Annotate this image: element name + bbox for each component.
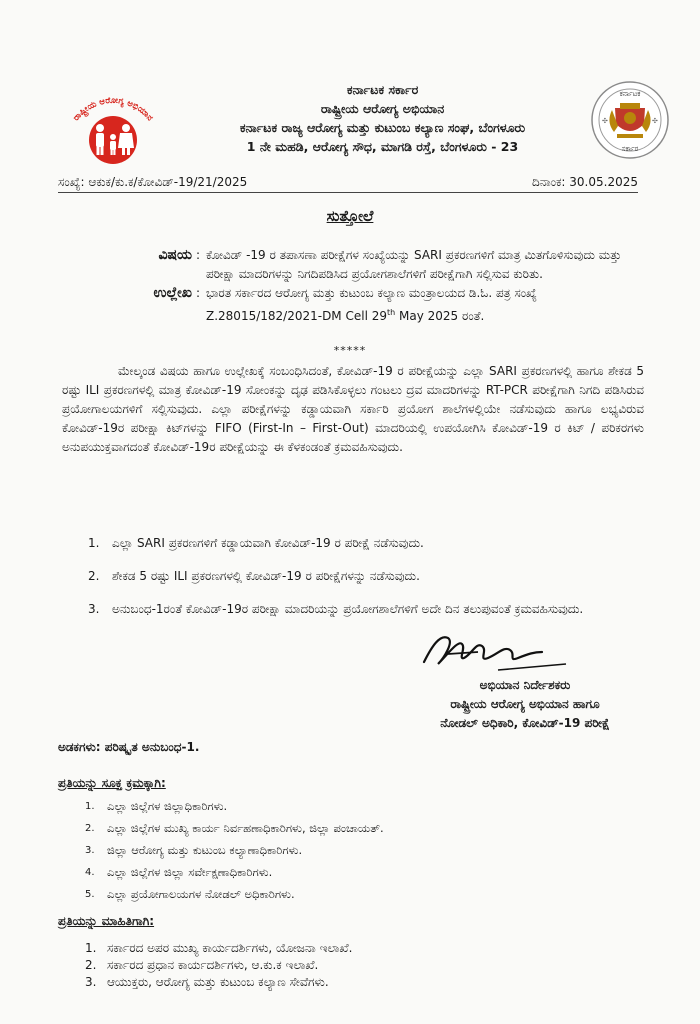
list-item: 2. ಶೇಕಡ 5 ರಷ್ಟು ILI ಪ್ರಕರಣಗಳಲ್ಲಿ ಕೋವಿಡ್-19 ರ ಪರೀಕ್ಷೆಗಳನ್ನು ನಡೆಸುವುದು. bbox=[88, 569, 420, 583]
header-line-mission: ರಾಷ್ಟ್ರೀಯ ಆರೋಗ್ಯ ಅಭಿಯಾನ bbox=[320, 101, 445, 116]
reference-text: ಭಾರತ ಸರ್ಕಾರದ ಆರೋಗ್ಯ ಮತ್ತು ಕುಟುಂಬ ಕಲ್ಯಾಣ ಮಂತ್ರಾಲಯದ ಡಿ.ಓ. ಪತ್ರ ಸಂಖ್ಯೆ Z.28015/182/2021-DM Cell 29th May 2025 ರಂತೆ. bbox=[206, 286, 537, 323]
list-item: 4. ಎಲ್ಲಾ ಜಿಲ್ಲೆಗಳ ಜಿಲ್ಲಾ ಸರ್ವೇಕ್ಷಣಾಧಿಕಾರಿಗಳು. bbox=[85, 865, 273, 879]
copy-info-title: ಪ್ರತಿಯನ್ನು ಮಾಹಿತಿಗಾಗಿ: bbox=[58, 914, 155, 928]
body-paragraph: ಮೇಲ್ಕಂಡ ವಿಷಯ ಹಾಗೂ ಉಲ್ಲೇಖಕ್ಕೆ ಸಂಬಂಧಿಸಿದಂತೆ, ಕೋವಿಡ್-19 ರ ಪರೀಕ್ಷೆಯನ್ನು ಎಲ್ಲಾ SARI ಪ್ರಕರಣಗಳಲ್ಲಿ ಹಾಗೂ ಶೇಕಡ 5 ರಷ್ಟು ILI ಪ್ರಕರಣಗಳಲ್ಲಿ ಮಾತ್ರ ಕೋವಿಡ್-19 ಸೋಂಕನ್ನು ದೃಢ ಪಡಿಸಿಕೊಳ್ಳಲು ಗಂಟಲು ದ್ರವ ಮಾದರಿಗಳನ್ನು RT-PCR ಪರೀಕ್ಷೆಗಾಗಿ ನಿಗದಿ ಪಡಿಸಿರುವ ಪ್ರಯೋಗಾಲಯಗಳಿಗೆ ಸಲ್ಲಿಸುವುದು. ಎಲ್ಲಾ ಪರೀಕ್ಷೆಗಳನ್ನು ಕಡ್ಡಾಯವಾಗಿ ಸರ್ಕಾರಿ ಪ್ರಯೋಗ ಶಾಲೆಗಳಲ್ಲಿಯೇ ನಡೆಸುವುದು ಹಾಗೂ ಲಭ್ಯವಿರುವ ಕೋವಿಡ್-19ರ ಪರೀಕ್ಷಾ ಕಿಟ್‌ಗಳನ್ನು FIFO (First-In – First-Out) ಮಾದರಿಯಲ್ಲಿ ಉಪಯೋಗಿಸಿ ಕೋವಿಡ್-19 ರ ಕಿಟ್ / ಪರಿಕರಗಳು ಅನುಪಯುಕ್ತವಾಗದಂತೆ ಕೋವಿಡ್-19ರ ಪರೀಕ್ಷೆಯನ್ನು ಈ ಕೆಳಕಂಡಂತೆ ಕ್ರಮವಹಿಸುವುದು. bbox=[62, 364, 644, 454]
document-title: ಸುತ್ತೋಲೆ bbox=[326, 207, 374, 225]
list-item: 2. ಸರ್ಕಾರದ ಪ್ರಧಾನ ಕಾರ್ಯದರ್ಶಿಗಳು, ಆ.ಕು.ಕ ಇಲಾಖೆ. bbox=[85, 958, 319, 972]
signatory-designation: ಅಭಿಯಾನ ನಿರ್ದೇಶಕರು bbox=[479, 678, 571, 692]
signatory-office: ರಾಷ್ಟ್ರೀಯ ಆರೋಗ್ಯ ಅಭಿಯಾನ ಹಾಗೂ bbox=[450, 697, 600, 711]
header-line-address: 1 ನೇ ಮಹಡಿ, ಆರೋಗ್ಯ ಸೌಧ, ಮಾಗಡಿ ರಸ್ತೆ, ಬೆಂಗಳೂರು - 23 bbox=[246, 139, 519, 154]
signatory-block bbox=[380, 676, 670, 733]
reference-number: ಸಂಖ್ಯೆ: ಆಕುಕ/ಕು.ಕ/ಕೋವಿಡ್-19/21/2025 bbox=[58, 175, 248, 189]
header-divider bbox=[58, 192, 638, 193]
list-item: 3. ಆಯುಕ್ತರು, ಆರೋಗ್ಯ ಮತ್ತು ಕುಟುಂಬ ಕಲ್ಯಾಣ ಸೇವೆಗಳು. bbox=[85, 975, 329, 989]
nhm-logo-arc-text: ರಾಷ್ಟ್ರೀಯ ಆರೋಗ್ಯ ಅಭಿಯಾನ bbox=[71, 95, 155, 124]
subject-label: ವಿಷಯ bbox=[158, 247, 192, 263]
letterhead bbox=[175, 80, 590, 156]
karnataka-seal bbox=[590, 80, 670, 160]
list-item: 1. ಸರ್ಕಾರದ ಅಪರ ಮುಖ್ಯ ಕಾರ್ಯದರ್ಶಿಗಳು, ಯೋಜನಾ ಇಲಾಖೆ. bbox=[85, 941, 353, 955]
subject-reference-block bbox=[92, 246, 652, 326]
copy-info-list bbox=[85, 940, 645, 991]
seal-bottom-text: ಸರ್ಕಾರ bbox=[621, 145, 639, 153]
reference-row: ಉಲ್ಲೇಖ : ಭಾರತ ಸರ್ಕಾರದ ಆರೋಗ್ಯ ಮತ್ತು ಕುಟುಂಬ ಕಲ್ಯಾಣ ಮಂತ್ರಾಲಯದ ಡಿ.ಓ. ಪತ್ರ ಸಂಖ್ಯೆ Z.28015/182/2021-DM Cell 29th May 2025 ರಂತೆ. bbox=[92, 284, 652, 326]
copy-action-list bbox=[85, 798, 645, 908]
list-item: 1. ಎಲ್ಲಾ ಜಿಲ್ಲೆಗಳ ಜಿಲ್ಲಾಧಿಕಾರಿಗಳು. bbox=[85, 799, 228, 813]
signatory-role: ನೋಡಲ್ ಅಧಿಕಾರಿ, ಕೋವಿಡ್-19 ಪರೀಕ್ಷೆ bbox=[440, 716, 610, 730]
list-item: 5. ಎಲ್ಲಾ ಪ್ರಯೋಗಾಲಯಗಳ ನೋಡಲ್ ಅಧಿಕಾರಿಗಳು. bbox=[85, 887, 295, 901]
subject-text: ಕೋವಿಡ್ -19 ರ ತಪಾಸಣಾ ಪರೀಕ್ಷೆಗಳ ಸಂಖ್ಯೆಯನ್ನು SARI ಪ್ರಕರಣಗಳಿಗೆ ಮಾತ್ರ ಮಿತಗೊಳಿಸುವುದು ಮತ್ತು ಪರೀಕ್ಷಾ ಮಾದರಿಗಳನ್ನು ನಿಗದಿಪಡಿಸಿದ ಪ್ರಯೋಗಶಾಲೆಗಳಿಗೆ ಪರೀಕ್ಷೆಗಾಗಿ ಸಲ್ಲಿಸುವ ಕುರಿತು. bbox=[206, 248, 622, 281]
list-item: 1. ಎಲ್ಲಾ SARI ಪ್ರಕರಣಗಳಿಗೆ ಕಡ್ಡಾಯವಾಗಿ ಕೋವಿಡ್-19 ರ ಪರೀಕ್ಷೆ ನಡೆಸುವುದು. bbox=[88, 536, 424, 550]
enclosures: ಅಡಕಗಳು: ಪರಿಷ್ಕೃತ ಅನುಬಂಧ-1. bbox=[58, 740, 200, 754]
separator: ***** bbox=[333, 344, 367, 357]
signature bbox=[418, 624, 568, 676]
nhm-logo bbox=[60, 82, 166, 164]
seal-top-text: ಕರ್ನಾಟಕ bbox=[619, 90, 641, 98]
list-item: 2. ಎಲ್ಲಾ ಜಿಲ್ಲೆಗಳ ಮುಖ್ಯ ಕಾರ್ಯ ನಿರ್ವಹಣಾಧಿಕಾರಿಗಳು, ಜಿಲ್ಲಾ ಪಂಚಾಯತ್. bbox=[85, 821, 384, 835]
document-date: ದಿನಾಂಕ: 30.05.2025 bbox=[532, 175, 638, 189]
header-line-government: ಕರ್ನಾಟಕ ಸರ್ಕಾರ bbox=[346, 82, 419, 97]
copy-action-title: ಪ್ರತಿಯನ್ನು ಸೂಕ್ತ ಕ್ರಮಕ್ಕಾಗಿ: bbox=[58, 776, 166, 790]
list-item: 3. ಅನುಬಂಧ-1ರಂತೆ ಕೋವಿಡ್-19ರ ಪರೀಕ್ಷಾ ಮಾದರಿಯನ್ನು ಪ್ರಯೋಗಶಾಲೆಗಳಿಗೆ ಅದೇ ದಿನ ತಲುಪುವಂತೆ ಕ್ರಮವಹಿಸುವುದು. bbox=[88, 602, 584, 616]
list-item: 3. ಜಿಲ್ಲಾ ಆರೋಗ್ಯ ಮತ್ತು ಕುಟುಂಬ ಕಲ್ಯಾಣಾಧಿಕಾರಿಗಳು. bbox=[85, 843, 303, 857]
subject-row: ವಿಷಯ : ಕೋವಿಡ್ -19 ರ ತಪಾಸಣಾ ಪರೀಕ್ಷೆಗಳ ಸಂಖ್ಯೆಯನ್ನು SARI ಪ್ರಕರಣಗಳಿಗೆ ಮಾತ್ರ ಮಿತಗೊಳಿಸುವುದು ಮತ್ತು ಪರೀಕ್ಷಾ ಮಾದರಿಗಳನ್ನು ನಿಗದಿಪಡಿಸಿದ ಪ್ರಯೋಗಶಾಲೆಗಳಿಗೆ ಪರೀಕ್ಷೆಗಾಗಿ ಸಲ್ಲಿಸುವ ಕುರಿತು. bbox=[92, 246, 652, 284]
svg-text:✣: ✣ bbox=[602, 117, 608, 125]
reference-label: ಉಲ್ಲೇಖ bbox=[153, 285, 192, 301]
svg-text:✣: ✣ bbox=[652, 117, 658, 125]
header-line-society: ಕರ್ನಾಟಕ ರಾಜ್ಯ ಆರೋಗ್ಯ ಮತ್ತು ಕುಟುಂಬ ಕಲ್ಯಾಣ ಸಂಘ, ಬೆಂಗಳೂರು bbox=[239, 120, 526, 135]
instruction-list bbox=[88, 534, 643, 633]
